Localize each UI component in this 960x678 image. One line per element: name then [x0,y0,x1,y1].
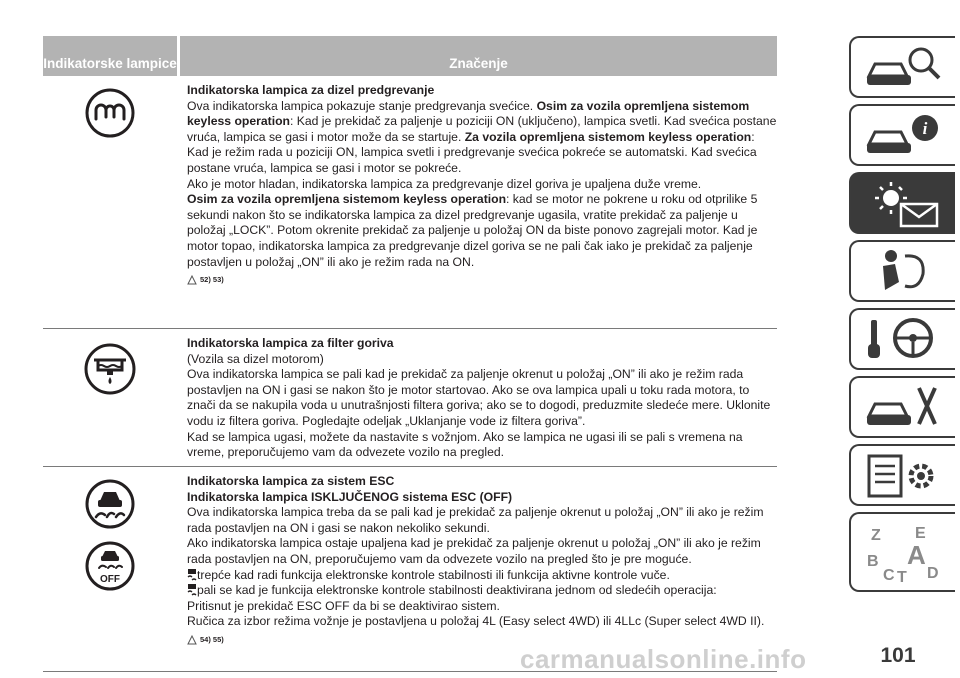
svg-text:E: E [915,525,926,542]
esc-off-label: OFF [100,574,120,585]
watermark: carmanualsonline.info [520,644,807,674]
esc-icon [85,479,135,529]
alphabet-index-icon [861,518,947,588]
indicator-table [43,36,777,672]
tab-alphabet-index[interactable] [849,512,955,592]
esc-off-inline-icon [187,583,197,597]
svg-text:C: C [883,567,895,584]
svg-text:A: A [907,540,926,570]
table-row [43,329,777,467]
row-title-2: Indikatorska lampica ISKLJUČENOG sistema ESC (OFF) [187,489,513,504]
row-description: Indikatorska lampica za dizel predgrevanje Ova indikatorska lampica pokazuje stanje predgrevanja svećice. Osim za vozila opremljena sistemom keyless operation: Kad je prekidač za paljenje u poziciji ON (uključeno), lampica svetli. Kad svećica postane vruća, lampica se gasi i motor može da se startuje. Za vozila opremljena sistemom keyless operation: Kad je režim rada u poziciji ON, lampica svetli i predgrevanje svećica pokreće se automatski. Kad svećica postane vruća, lampica se gasi i motor se pokreće. Ako je motor hladan, indikatorska lampica za predgrevanje dizel goriva je upaljena duže vreme. Osim za vozila opremljena sistemom keyless operation: kad se motor ne pokrene u roku od otprilike 5 sekundi nakon što se indikatorska lampica za dizel predgrevanje ugasila, vratite prekidač za paljenje u položaj „LOCK”. Potom okrenite prekidač za paljenje u položaj ON da biste ponovo zagrejali motor. Kad je motor topao, indikatorska lampica za predgrevanje dizel goriva se ne pali čak iako je prekidač za paljenje postavljen u položaj „ON” ili ako je režim rada na ON. 52) 53) [177,76,777,328]
tab-airbag[interactable] [849,240,955,302]
warning-hand-icon [187,275,197,285]
header-meaning: Značenje [180,36,777,76]
car-search-icon [861,42,947,94]
tab-key-steering[interactable] [849,308,955,370]
reference-note: 54) 55) [187,632,224,648]
svg-text:T: T [897,569,907,586]
row-description: Indikatorska lampica za sistem ESC Indikatorska lampica ISKLJUČENOG sistema ESC (OFF) Ova indikatorska lampica treba da se pali kad je prekidač za paljenje okrenut u položaj „ON” ili ako je režim rada postavljen na ON i gasi se nakon nekoliko sekundi. Ako indikatorska lampica ostaje upaljena kad je prekidač za paljenje okrenut u položaj „ON” ili ako je režim rada postavljen na ON, preporučujemo vam da odvezete vozilo na pregled što je pre moguće. trepće kad radi funkcija elektronske kontrole stabilnosti ili funkcija aktivne kontrole vuče. pali se kad je funkcija elektronske kontrole stabilnosti deaktivirana jednom od sledećih operacija: Pritisnut je prekidač ESC OFF da bi se deaktivirao sistem. Ručica za izbor režima vožnje je postavljena u položaj 4L (Easy select 4WD) ili 4LLc (Super select 4WD II). 54) 55) [177,467,777,671]
page-number: 101 [880,644,916,667]
fuel-filter-icon [84,343,136,395]
row-title: Indikatorska lampica za filter goriva [187,336,394,350]
table-header [43,36,777,76]
key-steering-icon [861,314,947,366]
warning-lights-icon [861,178,947,230]
glow-plug-icon [85,88,135,138]
svg-text:i: i [922,119,928,138]
tab-settings-list[interactable] [849,444,955,506]
svg-text:Z: Z [871,527,881,544]
tab-car-tools[interactable] [849,376,955,438]
row-title: Indikatorska lampica za dizel predgrevanje [187,83,435,97]
car-info-icon [861,110,947,162]
settings-list-icon [861,450,947,502]
row-description: Indikatorska lampica za filter goriva (Vozila sa dizel motorom) Ova indikatorska lampica se pali kad je prekidač za paljenje okrenut u položaj „ON” ili ako je režim rada postavljen na ON i gasi se nakon što je motor startovao. Ako se ova lampica upali u toku rada motora, to znači da se nakupila voda u unutrašnjosti filtera goriva; ako se to dogodi, preduzmite sledeće mere. Uklonite vodu iz filtera goriva. Pogledajte odeljak „Uklanjanje vode iz filtera goriva”. Kad se lampica ugasi, možete da nastavite s vožnjom. Ako se lampica ne ugasi ili se pali s vremena na vreme, preporučujemo vam da odvezete vozilo na pregled. [177,329,777,466]
reference-note: 52) 53) [187,272,224,288]
svg-text:B: B [867,553,879,570]
svg-text:D: D [927,565,939,582]
tab-car-info[interactable] [849,104,955,166]
car-tools-icon [861,382,947,434]
tab-warning-lights[interactable] [849,172,955,234]
airbag-icon [861,246,947,298]
esc-inline-icon [187,568,197,582]
warning-hand-icon [187,635,197,645]
header-indicators: Indikatorske lampice [43,36,177,76]
row-title: Indikatorska lampica za sistem ESC [187,474,395,488]
table-row [43,76,777,329]
esc-off-icon [85,541,135,591]
tab-car-search[interactable] [849,36,955,98]
